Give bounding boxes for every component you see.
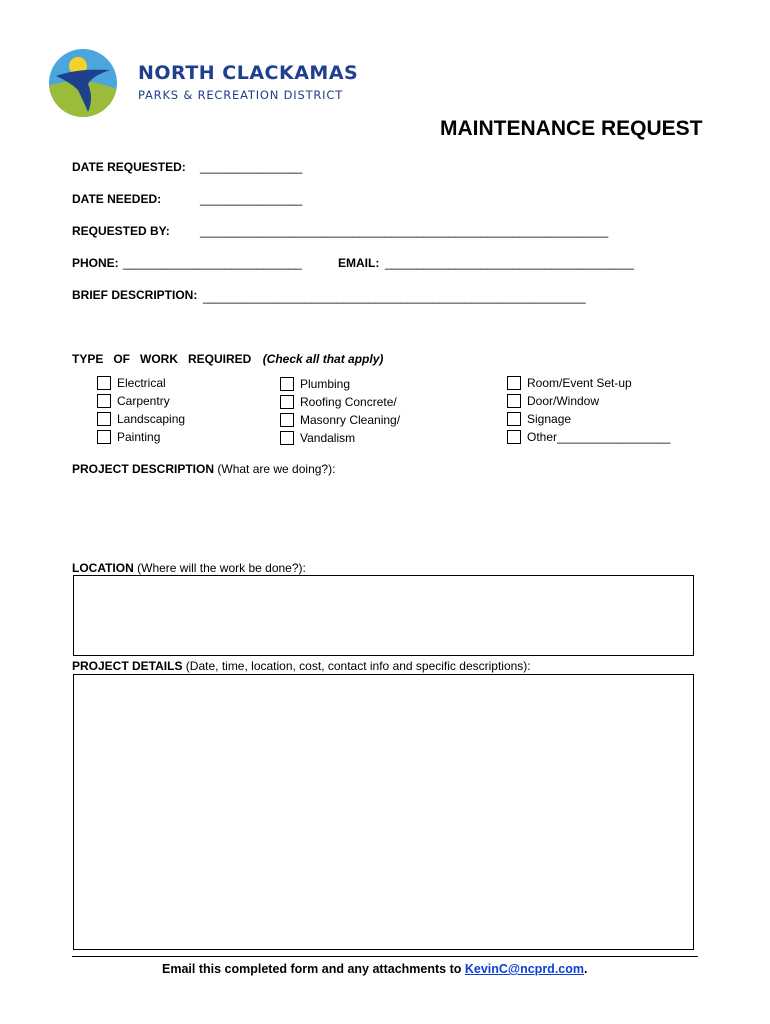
brief-description-label: BRIEF DESCRIPTION: [72,288,198,302]
work-type-column-3 [507,374,670,446]
ncprd-logo-icon [48,46,118,120]
date-needed-label: DATE NEEDED: [72,192,162,206]
work-type-column-1 [97,374,185,446]
page-title: MAINTENANCE REQUEST [440,117,703,140]
work-type-heading [72,352,383,366]
checkbox-item[interactable] [280,375,400,393]
checkbox-box[interactable] [97,412,111,426]
footer-text: Email this completed form and any attachments to [162,962,465,976]
footer-email-link[interactable]: KevinC@ncprd.com [464,962,584,976]
checkbox-box[interactable] [97,394,111,408]
checkbox-label: Carpentry [117,394,170,408]
date-needed-field[interactable]: ________________ [200,192,302,206]
location-label [72,561,306,575]
logo-name: NORTH CLACKAMAS [138,62,359,84]
checkbox-box[interactable] [280,395,294,409]
project-description-title: PROJECT DESCRIPTION [72,462,215,476]
project-details-label [72,659,531,673]
checkbox-box[interactable] [280,431,294,445]
checkbox-label: Door/Window [527,394,600,408]
project-description-label [72,462,335,476]
checkbox-item[interactable] [97,374,185,392]
checkbox-item[interactable] [507,410,670,428]
footer-end: . [584,962,588,976]
checkbox-label: Landscaping [117,412,186,426]
requested-by-field[interactable]: ________________________________________________________________ [200,224,608,238]
work-type-note: (Check all that apply) [262,352,384,366]
checkbox-item[interactable] [507,374,670,392]
footer-divider [72,956,698,957]
phone-field[interactable]: ____________________________ [123,256,302,270]
checkbox-label: Masonry Cleaning/ [300,413,401,427]
brief-description-field[interactable]: ____________________________________________________________ [203,290,586,304]
project-details-title: PROJECT DETAILS [72,659,183,673]
checkbox-box[interactable] [507,412,521,426]
checkbox-label: Vandalism [300,431,356,445]
checkbox-item[interactable] [280,411,400,429]
location-title: LOCATION [72,561,134,575]
checkbox-label: Painting [117,430,161,444]
checkbox-label: Other_________________ [527,430,671,444]
date-requested-label: DATE REQUESTED: [72,160,186,174]
logo [48,46,368,120]
checkbox-label: Room/Event Set-up [527,376,632,390]
project-details-input-box[interactable] [73,674,694,950]
checkbox-item[interactable] [280,429,400,447]
checkbox-box[interactable] [280,377,294,391]
requested-by-label: REQUESTED BY: [72,224,170,238]
checkbox-item[interactable] [97,410,185,428]
checkbox-box[interactable] [280,413,294,427]
checkbox-item[interactable] [97,428,185,446]
footer-note [162,962,587,976]
location-hint: (Where will the work be done?): [133,561,306,575]
checkbox-box[interactable] [507,376,521,390]
checkbox-box[interactable] [97,430,111,444]
logo-subtitle: PARKS & RECREATION DISTRICT [138,88,344,102]
work-type-heading-text: TYPE OF WORK REQUIRED [72,352,252,366]
checkbox-box[interactable] [97,376,111,390]
checkbox-label: Signage [527,412,572,426]
checkbox-label: Electrical [117,376,166,390]
project-details-hint: (Date, time, location, cost, contact info and specific descriptions): [182,659,531,673]
phone-label: PHONE: [72,256,119,270]
location-input-box[interactable] [73,575,694,656]
checkbox-item[interactable] [97,392,185,410]
email-label: EMAIL: [338,256,380,270]
checkbox-item[interactable] [280,393,400,411]
checkbox-item[interactable] [507,392,670,410]
checkbox-box[interactable] [507,430,521,444]
checkbox-label: Plumbing [300,377,351,391]
work-type-column-2 [280,375,400,447]
checkbox-box[interactable] [507,394,521,408]
checkbox-item[interactable] [507,428,670,446]
checkbox-label: Roofing Concrete/ [300,395,397,409]
date-requested-field[interactable]: ________________ [200,160,302,174]
project-description-hint: (What are we doing?): [214,462,336,476]
email-field[interactable]: _______________________________________ [385,256,634,270]
